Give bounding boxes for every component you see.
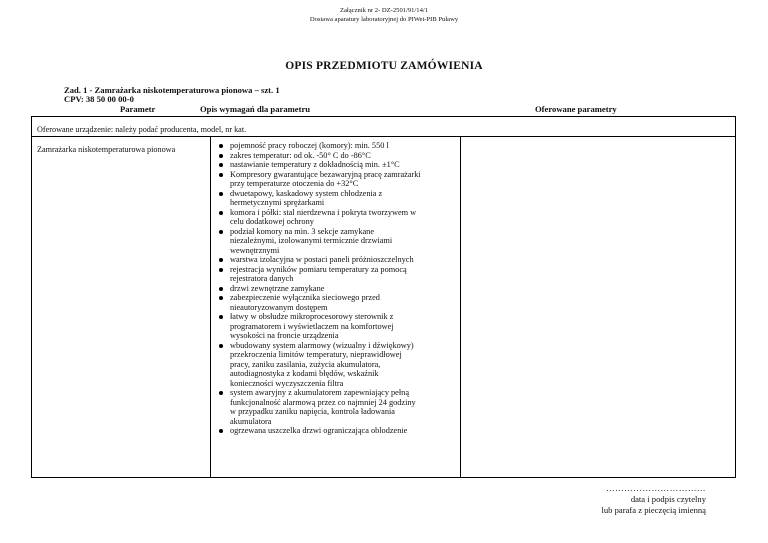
- requirement-text-line: rejestratora danych: [230, 274, 294, 283]
- requirement-text-line: warstwa izolacyjna w postaci paneli próżnioszczelnych: [230, 255, 414, 264]
- requirement-item: [215, 160, 455, 170]
- bullet-icon: [219, 429, 223, 433]
- requirement-item: [215, 341, 455, 389]
- requirement-text-line: przekroczenia limitów temperatury, nieprawidłowej: [230, 350, 402, 359]
- column-header-parameter: Parametr: [120, 104, 156, 114]
- requirement-text-line: podział komory na min. 3 sekcje zamykane: [230, 226, 374, 236]
- requirement-item: [215, 293, 455, 312]
- requirement-text-line: Kompresory gwarantujące bezawaryjną pracę zamrażarki: [230, 169, 421, 179]
- table-bottom-border: [31, 477, 736, 478]
- requirement-text-line: w przypadku zaniku napięcia, kontrola ładowania: [230, 407, 395, 416]
- bullet-icon: [219, 154, 223, 158]
- requirement-text-line: programatorem i wyświetlaczem na komfortowej: [230, 321, 394, 331]
- requirement-text-line: rejestracja wyników pomiaru temperatury za pomocą: [230, 264, 407, 274]
- bullet-icon: [219, 258, 223, 262]
- requirement-text-line: niezależnymi, izolowanymi termicznie drzwiami: [230, 236, 393, 245]
- requirement-item: [215, 208, 455, 227]
- requirement-text-line: akumulatora: [230, 416, 272, 426]
- requirement-text-line: wewnętrznymi: [230, 245, 280, 255]
- task-title: Zad. 1 - Zamrażarka niskotemperaturowa pionowa – szt. 1: [64, 85, 280, 95]
- bullet-icon: [219, 315, 223, 319]
- header-annex-line: Załącznik nr 2- DZ-2501/91/14/1: [339, 7, 429, 14]
- requirement-text-line: nieautoryzowanym dostępem: [230, 302, 328, 312]
- requirement-text-line: pojemność pracy roboczej (komory): min. 550 l: [230, 141, 389, 150]
- requirement-text-line: system awaryjny z akumulatorem zapewniający pełną: [230, 388, 410, 397]
- requirement-text-line: nastawianie temperatury z dokładnością min. ±1°C: [230, 160, 400, 169]
- header-delivery-line: Dostawa aparatury laboratoryjnej do PIWet-PIB Puławy: [309, 16, 459, 23]
- requirement-item: [215, 265, 455, 284]
- bullet-icon: [219, 163, 223, 167]
- signature-label: data i podpis czytelny: [630, 494, 706, 504]
- requirement-text-line: komora i półki: stal nierdzewna i pokryta tworzywem w: [230, 207, 417, 217]
- requirement-text-line: celu dodatkowej ochrony: [230, 217, 314, 226]
- requirement-item: [215, 141, 455, 151]
- requirement-text-line: wbudowany system alarmowy (wizualny i dźwiękowy): [230, 340, 414, 350]
- document-title: OPIS PRZEDMIOTU ZAMÓWIENIA: [285, 60, 483, 72]
- column-header-offered: Oferowane parametry: [535, 104, 617, 114]
- table-top-border: [31, 116, 736, 117]
- requirement-item: [215, 170, 455, 189]
- requirement-text-line: wysokości na froncie urządzenia: [230, 331, 339, 340]
- table-right-border: [735, 116, 736, 478]
- requirement-item: [215, 151, 455, 161]
- requirement-item: [215, 255, 455, 265]
- bullet-icon: [219, 268, 223, 272]
- requirement-text-line: dwuetapowy, kaskadowy system chłodzenia z: [230, 188, 383, 198]
- cpv-code: CPV: 38 50 00 00-0: [64, 94, 134, 104]
- column-header-requirements: Opis wymagań dla parametru: [200, 104, 311, 114]
- bullet-icon: [219, 287, 223, 291]
- requirement-item: [215, 284, 455, 294]
- bullet-icon: [219, 344, 223, 348]
- requirement-text-line: hermetycznymi sprężarkami: [230, 198, 325, 207]
- requirement-text-line: zabezpieczenie wyłącznika sieciowego przed: [230, 293, 380, 302]
- requirement-text-line: funkcjonalność alarmową przez co najmniej 24 godziny: [230, 397, 416, 407]
- offered-device-row: Oferowane urządzenie: należy podać producenta, model, nr kat.: [37, 125, 247, 134]
- bullet-icon: [219, 296, 223, 300]
- bullet-icon: [219, 173, 223, 177]
- bullet-icon: [219, 144, 223, 148]
- requirement-text-line: zakres temperatur: od ok. -50° C do -86°C: [230, 150, 371, 160]
- requirement-text-line: drzwi zewnętrzne zamykane: [230, 283, 325, 293]
- parameter-name: Zamrażarka niskotemperaturowa pionowa: [37, 145, 176, 154]
- requirement-text-line: przy temperaturze otoczenia do +32°C: [230, 179, 359, 188]
- table-column-divider: [460, 136, 461, 478]
- requirement-text-line: autodiagnostyka z kodami błędów, wskaźnik: [230, 369, 379, 378]
- signature-dots: ……………………………: [605, 483, 706, 493]
- requirement-item: [215, 189, 455, 208]
- requirements-list: [215, 141, 455, 436]
- requirement-item: [215, 312, 455, 341]
- bullet-icon: [219, 211, 223, 215]
- signature-stamp-label: lub parafa z pieczęcią imienną: [601, 505, 706, 515]
- requirement-text-line: pracy, zaniku zasilania, zużycia akumulatora,: [230, 359, 381, 369]
- requirement-text-line: łatwy w obsłudze mikroprocesorowy sterownik z: [230, 312, 394, 321]
- requirement-item: [215, 227, 455, 256]
- table-column-divider: [210, 136, 211, 478]
- requirement-item: [215, 426, 455, 436]
- bullet-icon: [219, 192, 223, 196]
- table-left-border: [31, 116, 32, 478]
- requirement-item: [215, 388, 455, 426]
- bullet-icon: [219, 230, 223, 234]
- table-row-divider: [31, 136, 736, 137]
- bullet-icon: [219, 391, 223, 395]
- requirement-text-line: ogrzewana uszczelka drzwi ograniczająca oblodzenie: [230, 426, 408, 435]
- requirement-text-line: konieczności wyczyszczenia filtra: [230, 378, 344, 388]
